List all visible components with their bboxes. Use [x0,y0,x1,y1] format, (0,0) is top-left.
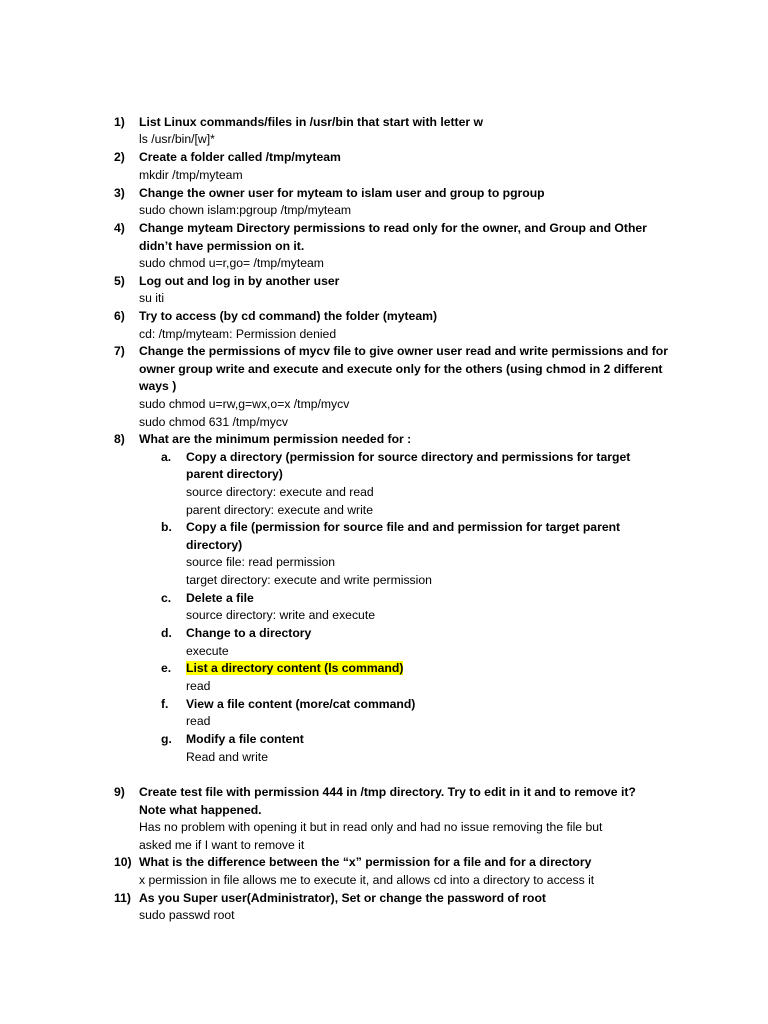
answer-text: su iti [139,291,165,305]
subanswer-text: read [186,679,211,693]
question-text: Log out and log in by another user [139,274,340,288]
subitem-letter: e. [161,661,172,675]
item-number: 7) [114,344,125,358]
subquestion-text: parent directory) [186,467,283,481]
subquestion-text: Delete a file [186,591,254,605]
question-text: As you Super user(Administrator), Set or change the password of root [139,891,546,905]
question-text: Change the permissions of mycv file to give owner user read and write permissions and for [139,344,668,358]
question-text: Note what happened. [139,803,262,817]
question-text: didn’t have permission on it. [139,239,305,253]
subanswer-text: execute [186,644,229,658]
subanswer-text: parent directory: execute and write [186,503,373,517]
answer-text: sudo chmod u=r,go= /tmp/myteam [139,256,324,270]
subanswer-text: source directory: write and execute [186,608,375,622]
subitem-letter: a. [161,450,172,464]
subanswer-text: Read and write [186,750,268,764]
item-number: 4) [114,221,125,235]
subitem-letter: f. [161,697,169,711]
question-text: Change myteam Directory permissions to read only for the owner, and Group and Other [139,221,647,235]
answer-text: sudo chown islam:pgroup /tmp/myteam [139,203,352,217]
item-number: 10) [114,855,132,869]
question-text: Create a folder called /tmp/myteam [139,150,341,164]
question-text: What is the difference between the “x” permission for a file and for a directory [139,855,592,869]
subquestion-text: Copy a file (permission for source file and and permission for target parent [186,520,621,534]
subitem-letter: g. [161,732,172,746]
question-text: Change the owner user for myteam to islam user and group to pgroup [139,186,545,200]
subanswer-text: source file: read permission [186,555,336,569]
subitem-letter: c. [161,591,172,605]
subquestion-text: directory) [186,538,243,552]
subitem-letter: d. [161,626,172,640]
highlighted-subquestion [186,660,403,677]
item-number: 5) [114,274,125,288]
subitem-letter: b. [161,520,172,534]
answer-text: sudo passwd root [139,908,235,922]
item-number: 2) [114,150,125,164]
answer-text: cd: /tmp/myteam: Permission denied [139,327,337,341]
item-number: 1) [114,115,125,129]
question-text: List Linux commands/files in /usr/bin that start with letter w [139,115,484,129]
item-number: 9) [114,785,125,799]
item-number: 8) [114,432,125,446]
subanswer-text: target directory: execute and write permission [186,573,432,587]
answer-text: mkdir /tmp/myteam [139,168,243,182]
subanswer-text: read [186,714,211,728]
answer-text: sudo chmod u=rw,g=wx,o=x /tmp/mycv [139,397,350,411]
item-number: 11) [114,891,131,905]
highlight-mark: List a directory content (ls command) [186,661,404,675]
answer-text: Has no problem with opening it but in read only and had no issue removing the file but [139,820,603,834]
item-number: 3) [114,186,125,200]
item-number: 6) [114,309,125,323]
answer-text: ls /usr/bin/[w]* [139,132,215,146]
question-text: owner group write and execute and execute only for the others (using chmod in 2 different [139,362,663,376]
question-text: ways ) [139,379,177,393]
subquestion-text: Modify a file content [186,732,304,746]
answer-text: sudo chmod 631 /tmp/mycv [139,415,289,429]
question-text: What are the minimum permission needed for : [139,432,412,446]
subanswer-text: source directory: execute and read [186,485,374,499]
answer-text: asked me if I want to remove it [139,838,305,852]
question-text: Try to access (by cd command) the folder (myteam) [139,309,437,323]
question-text: Create test file with permission 444 in /tmp directory. Try to edit in it and to remove it? [139,785,636,799]
answer-text: x permission in file allows me to execute it, and allows cd into a directory to access it [139,873,595,887]
subquestion-text: Change to a directory [186,626,312,640]
subquestion-text: Copy a directory (permission for source directory and permissions for target [186,450,631,464]
subquestion-text: View a file content (more/cat command) [186,697,416,711]
